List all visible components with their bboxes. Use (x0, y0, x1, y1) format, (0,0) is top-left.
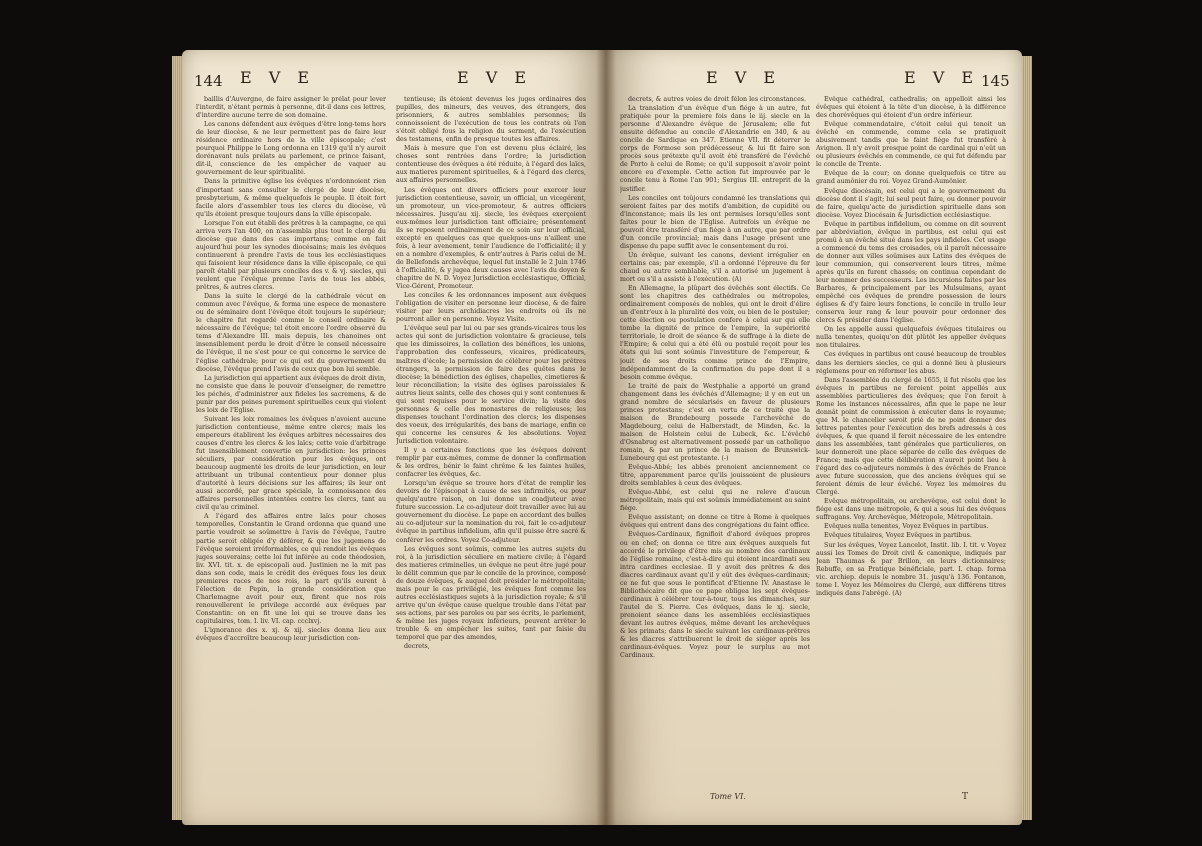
book-gutter (596, 50, 616, 825)
left-column-2 (396, 96, 586, 786)
right-col2-paragraph: Sur les évêques, Voyez Lancelot, Instit. lib. I. tit. v. Voyez aussi les Tomes de Droit civil & canonique, indiqués par Jean Thaumas & par Brillon, en leurs dictionnaires; Rebuffe, en sa Pratique bénéficiale, part. I. chap. forma vic. archiep. depuis le nombre 31. jusqu'à 136. Fontanon, tome I. Voyez les Mémoires du Clergé, aux différens titres indiqués dans l'abrégé. (A) (816, 541, 1006, 597)
right-col2-paragraph: Evêque diocésain, est celui qui a le gouvernement du diocèse dont il s'agit; lui seul peut faire, ou donner pouvoir de faire, quelqu'acte de jurisdiction spirituelle dans son diocèse. Voyez Diocésain & Jurisdiction ecclésiastique. (816, 187, 1006, 219)
left-page-number: 144 (194, 72, 223, 90)
left-col1-paragraph: Les canons défendent aux évêques d'être long-tems hors de leur diocèse, & ne leur permettent pas de faire leur résidence ordinaire hors de la ville épiscopale; c'est pourquoi Philippe le Long ordonna en 1319 qu'il n'y auroit dorénavant nuls prélats au parlement, ce prince faisant, dit-il, conscience de les empêcher de vaquer au gouvernement de leur spiritualité. (196, 121, 386, 177)
left-running-head-right: E V E (457, 68, 533, 87)
signature-tome: Tome VI. (710, 792, 746, 801)
left-col2-paragraph: Lorsqu'un évêque se trouve hors d'état de remplir les devoirs de l'épiscopat à cause de ses infirmités, ou pour quelqu'autre raison, on lui donne un coadjuteur avec future succession. Le co-adjuteur doit travailler avec lui au gouvernement du diocèse. Le pape en accordant des bulles au co-adjuteur sur la nomination du roi, fait le co-adjuteur évêque in partibus infidelium, afin qu'il puisse être sacré & conférer les ordres. Voyez Co-adjuteur. (396, 480, 586, 544)
left-col2-paragraph: L'évêque seul par lui ou par ses grands-vicaires tous les actes qui sont de jurisdiction volontaire & gracieuse, tels que les dimissoires, la collation des bénéfices, les unions, l'approbation des confesseurs, vicaires, prédicateurs, maîtres d'école; la permission de célébrer pour les prêtres étrangers, la permission de faire des quêtes dans le diocèse; la bénédiction des églises, chapelles, cimetieres & leur réconciliation; la visite des églises paroissiales & autres lieux saints, celle des choses qui y sont contenues & qui sont requises pour le service divin; la visite des personnes & celle des monasteres de religieuses; les dispenses touchant l'ordination des clercs; les dispenses des voeux, des irrégularités, des bans de mariage, enfin ce qui concerne les censures & les absolutions. Voyez Jurisdiction volontaire. (396, 325, 586, 445)
right-col2-paragraph: Evêque cathédral, cathedralis; on appelloit ainsi les évêques qui étoient à la tête d'un diocèse, à la différence des chorévêques qui étoient d'un ordre inférieur. (816, 96, 1006, 120)
left-col2-paragraph: Les conciles & les ordonnances imposent aux évêques l'obligation de visiter en personne leur diocèse, & de faire visiter par leurs archidiacres les endroits où ils ne pourront aller en personne. Voyez Visite. (396, 292, 586, 324)
right-col2-paragraph: Evêque commendataire, c'étoit celui qui tenoit un évêché en commende, comme cela se pratiquoit abusivement tandis que le faint fiége fut transféré à Avignon. Il n'y avoit presque point de cardinal qui n'eût un ou plusieurs évêchés en commende, ce qui fut défendu par le concile de Trente. (816, 121, 1006, 169)
right-col2-paragraph: Evêques titulaires, Voyez Evêques in partibus. (824, 532, 972, 540)
left-col2-paragraph: Les évêques sont soûmis, comme les autres sujets du roi, à la jurisdiction séculiere en matiere civile; à l'égard des matieres criminelles, un évêque ne peut être jugé pour le délit commun que par le concile de la province, composé de douze évêques, & auquel doit présider le métropolitain; mais pour le cas privilégié, les évêques font comme les autres ecclésiastiques sujets à la jurisdiction royale; & s'il arrive qu'un évêque cause quelque trouble dans l'état par ses actions, par ses paroles ou par ses écrits, le parlement, & même les juges royaux inférieurs, peuvent arrêter le trouble & en empêcher les suites, tant par faisie du temporel que par des amendes, (396, 545, 586, 642)
right-col1-paragraph: Le traité de paix de Westphalie a apporté un grand changement dans les évêchés d'Allemagne; il y en eut un grand nombre de sécularisés en faveur de plusieurs princes protestans; c'est en vertu de ce traité que la maison de Brandebourg possede l'archevêché de Magdebourg, celui de Halberstadt, de Minden, &c. la maison de Holstein celui de Lubeck, &c. L'évêché d'Osnabrug est alternativement possedé par un catholique romain, & par un prince de la maison de Brunswick-Lunebourg qui est protestante. (-) (620, 382, 810, 463)
left-running-head-left: E V E (240, 68, 316, 87)
right-col2-paragraph: On les appelle aussi quelquefois évêques titulaires ou nulla tenentes, quoiqu'on dût plûtôt les appeller évêques non titulaires. (816, 326, 1006, 350)
page-edges-right (1022, 56, 1032, 820)
page-edges-left (172, 56, 182, 820)
right-col1-paragraph: Evêques-Cardinaux, fignifioit d'abord évêques propres ou en chef; on donna ce titre aux évêques auxquels fut accordé le privilege d'être mis au nombre des cardinaux de l'église romaine, c'est-à-dire qui étoient incardinati seu intra cardines ecclesiae. Il y avoit des prêtres & des diacres cardinaux avant qu'il y eût des évêques-cardinaux; ce ne fut que sous le pontificat d'Etienne IV. Anastase le Bibliothécaire dit que ce pape obligea les sept évêques-cardinaux à célébrer tour-à-tour, tous les dimanches, sur l'autel de S. Pierre. Ces évêques, dans le xj. siecle, prenoient séance dans les assemblées ecclésiastiques devant les autres évêques, même devant les archevêques & les primats; dans le siecle suivant les cardinaux-prêtres & les diacres s'attribuerent le droit de siéger après les cardinaux-évêques. Voyez pour le surplus au mot Cardinaux. (620, 531, 810, 660)
left-col2-paragraph: decrets, (404, 643, 430, 651)
signature-letter: T (962, 792, 969, 802)
right-col1-paragraph: decrets, & autres voies de droit félon les circonstances. (628, 96, 807, 103)
right-col1-paragraph: Un évêque, suivant les canons, devient irrégulier en certains cas; par exemple, s'il a ordonné l'épreuve du fer chaud ou autre semblable, s'il a autorisé un jugement à mort ou s'il a assisté à l'exécution. (A) (620, 251, 810, 284)
right-col2-paragraph: Ces évêques in partibus ont causé beaucoup de troubles dans les derniers siecles, ce qui a donné lieu à plusieurs réglemens pour en réformer les abus. (816, 351, 1006, 375)
right-col2-paragraph: Dans l'assemblée du clergé de 1655, il fut résolu que les évêques in partibus ne feroient point appellés aux assemblées particulieres des évêques; que l'on feroit à Rome les instances nécessaires, afin que le pape ne leur donnât point de commission à exécuter dans le royaume; que M. le chancelier seroit prié de ne point donner des lettres patentes pour l'exécution des brefs adressés à ces évêques, & que quand il feroit nécessaire de les entendre dans les assemblées, tant générales que particulieres, on leur donneroit une place séparée de celle des évêques de France; mais que cette délibération n'auroit point lieu à l'égard des co-adjuteurs nommés à des évêchés de France avec future succession, que des anciens évêques qui se feroient démis de leur évêché. Voyez les mémoires du Clergé. (816, 376, 1006, 497)
right-col1-paragraph: La translation d'un évêque d'un fiége à un autre, fut pratiquée pour la premiere fois dans le iij. siecle en la personne d'Alexandre évêque de Jérusalem; elle fut ensuite défendue au concile d'Alexandrie en 340, & au concile de Sardique en 347. Etienne VII. fit déterrer le corps de Formose son prédécesseur, & lui fit faire son procès sous prétexte qu'il avoit été transféré de l'évêché de Porto à celui de Rome; ce qu'il supposoit n'avoir point encore eu d'exemple. Cette action fut improuvée par le concile tenu à Rome l'an 901; Sergius III. entreprit de la justifier. (620, 105, 810, 193)
right-col1-paragraph: Evêque-Abbé, est celui qui ne releve d'aucun métropolitain, mais qui est soûmis immédiatement au saint fiége. (620, 489, 810, 513)
right-col1-paragraph: Evêque-Abbé; les abbés prenoient anciennement ce titre, apparemment parce qu'ils jouissoient de plusieurs droits semblables à ceux des évêques. (620, 464, 810, 488)
left-col1-paragraph: La jurisdiction qui appartient aux évêques de droit divin, ne consiste que dans le pouvoir d'enseigner, de remettre les péchés, d'administrer aux fideles les sacremens, & de punir par des peines purement spirituelles ceux qui violent les loix de l'Eglise. (196, 374, 386, 414)
left-col1-paragraph: Dans la primitive église les évêques n'ordonnoient rien d'important sans consulter le clergé de leur diocèse, presbyterium, & même quelquefois le peuple. Il étoit fort facile alors d'assembler tous les clercs du diocèse, vû qu'ils étoient presque toujours dans la ville épiscopale. (196, 178, 386, 218)
left-col2-paragraph: tentieuse; ils étoient devenus les juges ordinaires des pupilles, des mineurs, des veuves, des étrangers, des prisonniers, & autres semblables personnes; ils connoissoient de l'exécution de tous les contrats où l'on s'étoit obligé fous la religion du serment, de l'exécution des testamens, enfin de presque toutes les affaires. (396, 96, 586, 144)
right-page-number: 145 (981, 72, 1010, 90)
left-col2-paragraph: Mais à mesure que l'on est devenu plus éclairé, les choses sont rentrées dans l'ordre; la jurisdiction contentieuse des évêques a été réduite, à l'égard des laïcs, aux matieres purement spirituelles, & à l'égard des clercs, aux affaires personnelles. (396, 145, 586, 185)
right-col1-paragraph: En Allemagne, la plûpart des évêchés sont électifs. Ce sont les chapitres des cathédrales ou métropoles, ordinairement composés de nobles, qui ont le droit d'élire un d'entr'eux à la pluralité des voix, ou bien de le postuler; cette élection ou postulation confere à celui sur qui elle tombe la dignité de prince de l'empire, la supériorité territoriale, le droit de séance & de suffrage à la diete de l'Empire; & celui qui a été élû ou postulé reçoit pour les états qui lui sont soûmis l'investiture de l'empereur, & jouit de ses droits comme prince de l'Empire, indépendamment de la confirmation du pape dont il a besoin comme évêque. (620, 285, 810, 381)
left-col1-paragraph: baillis d'Auvergne, de faire assigner le prélat pour lever l'interdit, n'étant permis à personne, dit-il dans ces lettres, d'interdire aucune terre de son domaine. (196, 96, 386, 120)
right-col1-paragraph: Les conciles ont toûjours condamné les translations qui seroient faites par des motifs d'ambition, de cupidité ou d'inconstance; mais ils les ont permises lorsqu'elles sont faites pour le bien de l'Eglise. Autrefois un évêque ne pouvoit être transféré d'un fiége à un autre, que par ordre d'un concile provincial; mais dans l'usage présent une dispense du pape suffit avec le consentement du roi. (620, 194, 810, 250)
left-col2-paragraph: Il y a certaines fonctions que les évêques doivent remplir par eux-mêmes, comme de donner la confirmation & les ordres, bénir le faint chrême & les faintes huiles, confacrer les évêques, &c. (396, 447, 586, 479)
right-col1-paragraph: Evêque assistant; on donne ce titre à Rome à quelques évêques qui entrent dans des congrégations du faint office. (620, 514, 810, 530)
left-column-1 (196, 96, 386, 786)
right-running-head-left: E V E (706, 68, 782, 87)
left-col1-paragraph: L'ignorance des x. xj. & xij. siecles donna lieu aux évêques d'accroître beaucoup leur jurisdiction con- (196, 627, 386, 643)
right-running-head-right: E V E (904, 68, 980, 87)
right-column-2 (816, 96, 1006, 786)
right-page (606, 50, 1022, 825)
right-col2-paragraph: Evêque de la cour; on donne quelquefois ce titre au grand aumônier du roi. Voyez Grand-Aumônier. (816, 170, 1006, 186)
right-col2-paragraph: Evêques nulla tenentes, Voyez Evêques in partibus. (824, 523, 989, 531)
left-col1-paragraph: Suivant les loix romaines les évêques n'avoient aucune jurisdiction contentieuse, même entre clercs; mais les empereurs établirent les évêques arbitres nécessaires des causes d'entre les clercs & les laïcs; cette voie d'arbitrage fut insensiblement convertie en jurisdiction: les princes séculiers, par considération pour les évêques, ont beaucoup augmenté les droits de leur jurisdiction, en leur attribuant un tribunal contentieux pour donner plus d'autorité à leurs décisions sur les affaires; ils leur ont aussi accordé, par grace spéciale, la connoissance des affaires personnelles intentées contre les clercs, tant au civil qu'au criminel. (196, 415, 386, 512)
left-col1-paragraph: A l'égard des affaires entre laïcs pour choses temporelles, Constantin le Grand ordonna que quand une partie voudroit se soûmettre à l'avis de l'évêque, l'autre partie seroit obligée d'y déférer, & que les jugemens de l'évêque seroient irréformables, ce qui rendoit les évêques juges souverains; cette loi fut inférée au code théodosien, liv. XVI. tit. x. de episcopali aud. Justinien ne la mit pas dans son code, mais le crédit des évêques fous les deux premieres races de nos rois, la part qu'ils eurent à l'élection de Pepin, la grande considération que Charlemagne avoit pour eux, firent que nos rois renouvellerent le privilege accordé aux évêques par Constantin: on en fit une loi qui se trouve dans les capitulaires, tom. I. liv. VI. cap. ccclxvj. (196, 513, 386, 625)
left-col1-paragraph: Dans la suite le clergé de la cathédrale vécut en commun avec l'évêque, & forma une espece de monastere ou de séminaire dont l'évêque étoit toujours le supérieur; le chapitre fut regardé comme le conseil ordinaire & nécessaire de l'évêque; tel étoit encore l'ordre observé du tems d'Alexandre III. mais depuis, les chanoines ont insensiblement perdu le droit d'être le conseil nécessaire de l'évêque, il ne s'est pour ce qui concerne le service de l'église cathédrale; pour ce qui est du gouvernement du diocèse, l'évêque prend l'avis de ceux que bon lui semble. (196, 293, 386, 373)
left-col1-paragraph: Lorsque l'on eut établi des prêtres à la campagne, ce qui arriva vers l'an 400, on n'assembla plus tout le clergé du diocèse que dans des cas importans; comme on fait aujourd'hui pour les synodes diocésains; mais les évêques continuerent à prendre l'avis de tous les ecclésiastiques qui faisoient leur résidence dans la ville épiscopale, ce qui paroît établi par plusieurs conciles des v. & vj. siecles, qui veulent que l'évêque prenne l'avis de tous les abbés, prêtres, & autres clercs. (196, 219, 386, 292)
right-column-1 (620, 96, 810, 786)
right-col2-paragraph: Evêque in partibus infidelium, ou comme on dit souvent par abbréviation, évêque in partibus, est celui qui est promû à un évêché situé dans les pays infideles. Cet usage a commencé du tems des croisades, où il paroît nécessaire de donner aux villes soûmises aux Latins des évêques de leur communion, qui conserverent leurs titres, même après qu'ils en furent chassés; on continua cependant de leur nommer des successeurs. Les incursions faites par les Barbares, & principalement par les Mulsulmans, ayant empêché ces évêques de prendre possession de leurs églises & d'y faire leurs fonctions, le concile in trullo leur conserva leur rang & leur pouvoir pour ordonner des clercs & présider dans l'église. (816, 220, 1006, 325)
left-col2-paragraph: Les évêques ont divers officiers pour exercer leur jurisdiction contentieuse, savoir, un official, un vicegérent, un promoteur, un vice-promoteur, & autres officiers nécessaires. Jusqu'au xij. siecle, les évêques exerçoient eux-mêmes leur jurisdiction tant officiaire; présentement ils se reposent ordinairement de ce soin sur leur official, excepté en quelques cas que quelques-uns n'aillent une fois, à leur avenement, tenir l'audience de l'officialité; il y en a nombre d'exemples, & entr'autres à Paris celui de M. de Bellefonds archevêque, lequel fut installé le 2 Juin 1746 à l'officialité, & y jugea deux causes avec l'avis du doyen & chapitre de N. D. Voyez Jurisdiction ecclésiastique, Official, Vice-Gérent, Promoteur. (396, 186, 586, 291)
left-page (182, 50, 606, 825)
right-col2-paragraph: Evêque métropolitain, ou archevêque, est celui dont le fiége est dans une métropole, & qui a sous lui des évêques suffragans. Voy. Archevêque, Métropole, Métropolitain. (816, 498, 1006, 522)
